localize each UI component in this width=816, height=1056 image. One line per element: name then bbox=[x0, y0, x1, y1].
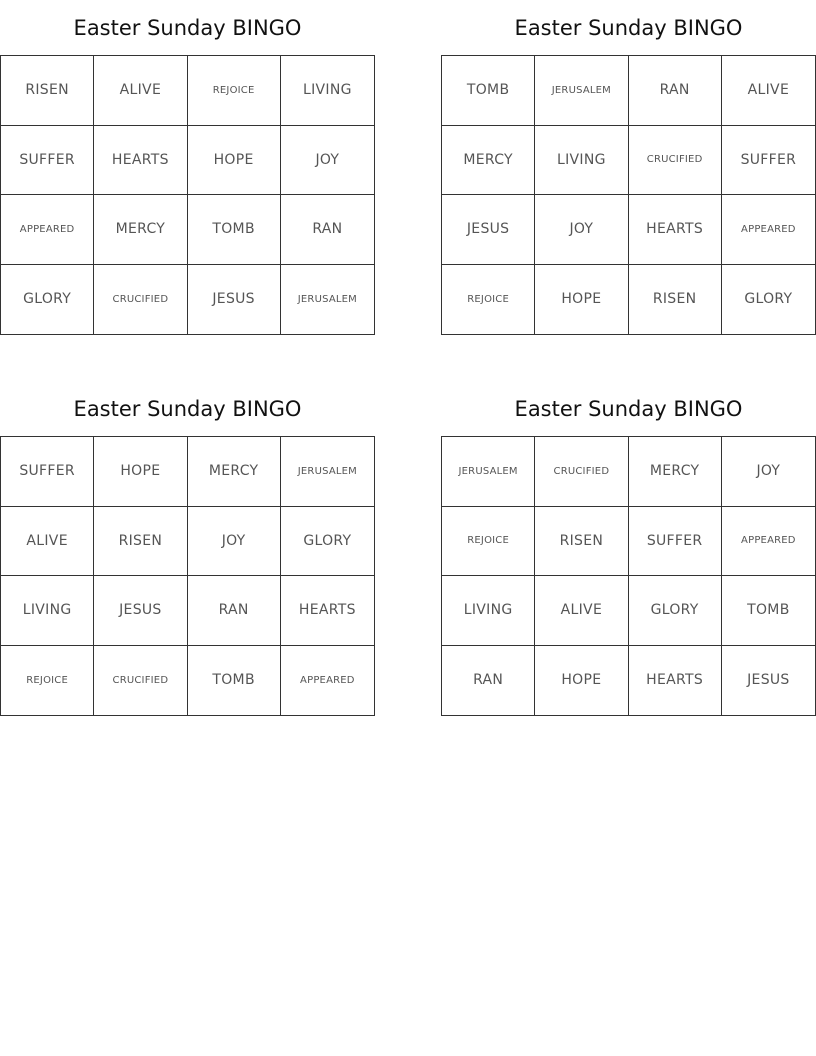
bingo-cell: JERUSALEM bbox=[442, 437, 535, 507]
bingo-cell: JERUSALEM bbox=[297, 293, 357, 305]
bingo-cell: CRUCIFIED bbox=[629, 126, 722, 196]
bingo-cell: JERUSALEM bbox=[535, 56, 628, 126]
bingo-cell: TOMB bbox=[442, 56, 535, 126]
bingo-cell: REJOICE bbox=[442, 265, 535, 335]
bingo-cell: RISEN bbox=[629, 265, 722, 335]
bingo-cell: REJOICE bbox=[188, 56, 281, 126]
bingo-grid bbox=[441, 55, 816, 335]
bingo-cell: HEARTS bbox=[629, 646, 722, 716]
bingo-cell: SUFFER bbox=[629, 507, 722, 577]
bingo-cell: RAN bbox=[281, 195, 374, 265]
card-title: Easter Sunday BINGO bbox=[73, 397, 302, 421]
bingo-cell: SUFFER bbox=[722, 126, 815, 196]
bingo-grid bbox=[0, 55, 375, 335]
bingo-cell: RAN bbox=[629, 56, 722, 126]
bingo-cell: APPEARED bbox=[1, 195, 94, 265]
bingo-cell: MERCY bbox=[188, 437, 281, 507]
bingo-cell: JOY bbox=[722, 437, 815, 507]
bingo-cell: JESUS bbox=[188, 265, 281, 335]
bingo-cell: ALIVE bbox=[94, 56, 187, 126]
card-title: Easter Sunday BINGO bbox=[73, 16, 302, 40]
card-title: Easter Sunday BINGO bbox=[514, 16, 743, 40]
bingo-cell: HEARTS bbox=[629, 195, 722, 265]
bingo-cell: JOY bbox=[535, 195, 628, 265]
bingo-cell: GLORY bbox=[281, 507, 374, 577]
bingo-cell: MERCY bbox=[442, 126, 535, 196]
bingo-cell: GLORY bbox=[629, 576, 722, 646]
bingo-cell: ALIVE bbox=[535, 576, 628, 646]
bingo-cell: RAN bbox=[188, 576, 281, 646]
bingo-cell: CRUCIFIED bbox=[94, 265, 187, 335]
bingo-cell: GLORY bbox=[744, 291, 793, 308]
bingo-grid bbox=[0, 436, 375, 716]
bingo-cell: JESUS bbox=[747, 672, 790, 689]
bingo-cell: JESUS bbox=[442, 195, 535, 265]
bingo-cell: RISEN bbox=[94, 507, 187, 577]
bingo-cell: SUFFER bbox=[1, 437, 94, 507]
bingo-cell: CRUCIFIED bbox=[94, 646, 187, 716]
bingo-cell: LIVING bbox=[442, 576, 535, 646]
bingo-cell: TOMB bbox=[722, 576, 815, 646]
bingo-cell: REJOICE bbox=[442, 507, 535, 577]
bingo-cell: HEARTS bbox=[94, 126, 187, 196]
bingo-cell: TOMB bbox=[188, 195, 281, 265]
bingo-cell: LIVING bbox=[535, 126, 628, 196]
bingo-cell: ALIVE bbox=[722, 56, 815, 126]
bingo-cell: HEARTS bbox=[281, 576, 374, 646]
card-title: Easter Sunday BINGO bbox=[514, 397, 743, 421]
bingo-cell: JOY bbox=[188, 507, 281, 577]
bingo-cell: REJOICE bbox=[1, 646, 94, 716]
bingo-cell: JERUSALEM bbox=[281, 437, 374, 507]
bingo-cell: JOY bbox=[281, 126, 374, 196]
bingo-cell: HOPE bbox=[535, 265, 628, 335]
bingo-cell: MERCY bbox=[94, 195, 187, 265]
bingo-cell: APPEARED bbox=[722, 507, 815, 577]
bingo-cell: TOMB bbox=[188, 646, 281, 716]
bingo-cell: MERCY bbox=[629, 437, 722, 507]
bingo-cell: HOPE bbox=[188, 126, 281, 196]
bingo-cell: APPEARED bbox=[300, 674, 355, 686]
bingo-cell: LIVING bbox=[281, 56, 374, 126]
bingo-cell: ALIVE bbox=[1, 507, 94, 577]
bingo-cell: HOPE bbox=[94, 437, 187, 507]
bingo-cell: RISEN bbox=[1, 56, 94, 126]
bingo-cell: RISEN bbox=[535, 507, 628, 577]
bingo-cell: JESUS bbox=[94, 576, 187, 646]
bingo-cell: APPEARED bbox=[722, 195, 815, 265]
bingo-cell: LIVING bbox=[1, 576, 94, 646]
bingo-cell: RAN bbox=[442, 646, 535, 716]
bingo-grid bbox=[441, 436, 816, 716]
bingo-cell: GLORY bbox=[1, 265, 94, 335]
bingo-cell: SUFFER bbox=[1, 126, 94, 196]
bingo-cell: HOPE bbox=[535, 646, 628, 716]
bingo-cell: CRUCIFIED bbox=[535, 437, 628, 507]
